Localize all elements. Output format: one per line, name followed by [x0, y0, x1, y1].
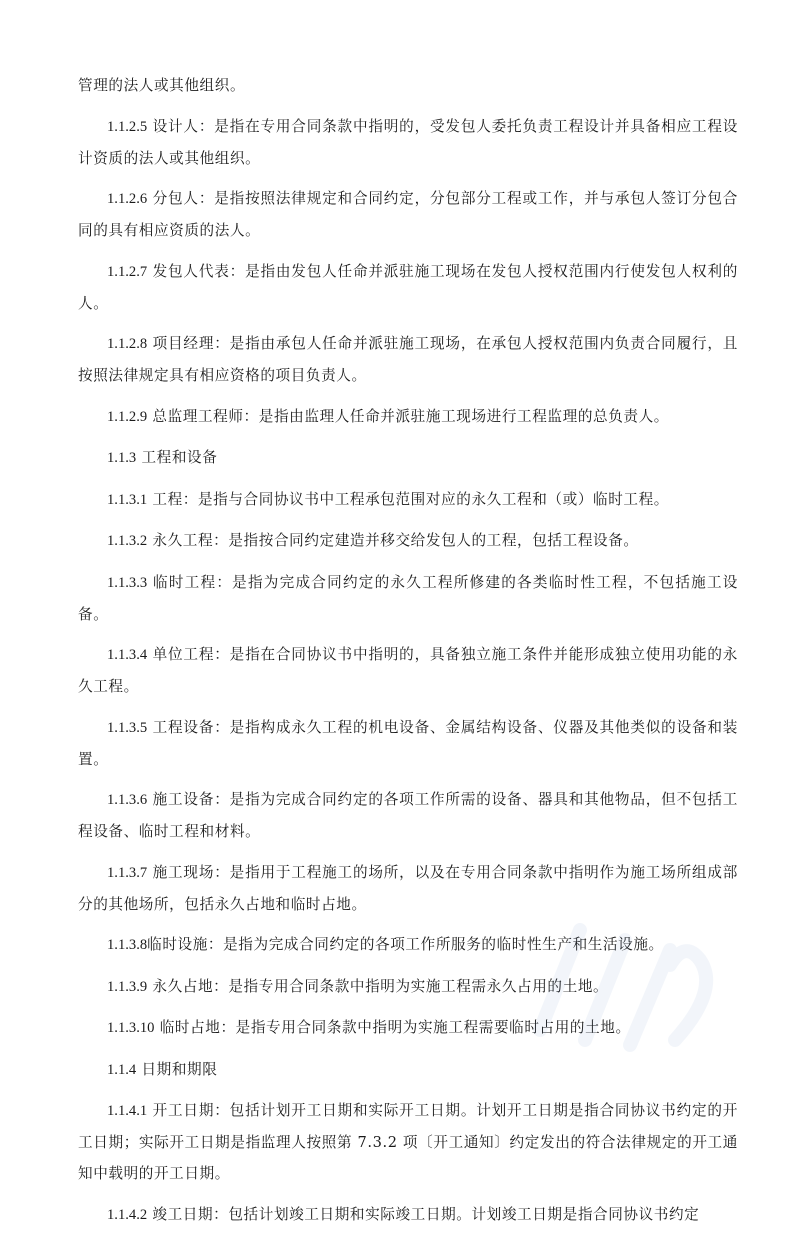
- clause-1-1-2-7: [78, 256, 738, 319]
- clause-text: 总监理工程师：是指由监理人任命并派驻施工现场进行工程监理的总负责人。: [152, 407, 669, 425]
- clause-number: 1.1.2.8: [107, 336, 148, 352]
- section-title: 日期和期限: [141, 1060, 218, 1078]
- clause-number: 1.1.3.1: [107, 491, 148, 508]
- clause-1-1-3-9: [78, 971, 738, 1003]
- clause-number: 1.1.3.3: [107, 574, 148, 591]
- clause-text: 单位工程：是指在合同协议书中指明的，具备独立施工条件并能形成独立使用功能的永久工程。: [78, 646, 738, 695]
- clause-number: 1.1.3.7: [107, 864, 148, 881]
- clause-text: 施工现场：是指用于工程施工的场所，以及在专用合同条款中指明作为施工场所组成部分的其他场所，包括永久占地和临时占地。: [78, 863, 738, 913]
- document-page: [78, 70, 738, 1240]
- clause-text: 临时设施：是指为完成合同约定的各项工作所服务的临时性生产和生活设施。: [147, 936, 664, 953]
- section-heading-1-1-4: [78, 1054, 738, 1086]
- clause-1-1-3-4: [78, 639, 738, 702]
- clause-text: 项目经理：是指由承包人任命并派驻施工现场，在承包人授权范围内负责合同履行，且按照法律规定具有相应资格的项目负责人。: [78, 335, 738, 384]
- paragraph-continuation: 管理的法人或其他组织。: [78, 77, 246, 94]
- clause-text: 竣工日期：包括计划竣工日期和实际竣工日期。计划竣工日期是指合同协议书约定: [152, 1205, 700, 1223]
- clause-text: 设计人：是指在专用合同条款中指明的，受发包人委托负责工程设计并具备相应工程设计资质的法人或其他组织。: [78, 117, 738, 167]
- clause-text: 永久占地：是指专用合同条款中指明为实施工程需永久占用的土地。: [152, 977, 609, 995]
- clause-1-1-4-1: [78, 1095, 738, 1189]
- clause-text: 临时占地：是指专用合同条款中指明为实施工程需要临时占用的土地。: [159, 1019, 631, 1036]
- clause-1-1-2-9: [78, 401, 738, 433]
- clause-number: 1.1.3.6: [107, 792, 148, 808]
- section-number: 1.1.3: [107, 450, 137, 466]
- clause-number: 1.1.4.2: [107, 1206, 148, 1223]
- clause-text: 分包人：是指按照法律规定和合同约定，分包部分工程或工作，并与承包人签订分包合同的具有相应资质的法人。: [78, 190, 738, 239]
- clause-number: 1.1.3.8: [107, 937, 148, 953]
- clause-number: 1.1.2.5: [107, 118, 148, 135]
- clause-1-1-3-6: [78, 784, 738, 847]
- clause-text: 施工设备：是指为完成合同约定的各项工作所需的设备、器具和其他物品，但不包括工程设备、临时工程和材料。: [78, 791, 738, 840]
- clause-number: 1.1.2.6: [107, 191, 148, 207]
- section-title: 工程和设备: [141, 449, 218, 466]
- clause-number: 1.1.2.9: [107, 408, 148, 425]
- clause-text: 开工日期：包括计划开工日期和实际开工日期。计划开工日期是指合同协议书约定的开工日期；实际开工日期是指监理人按照第 7.3.2 项〔开工通知〕约定发出的符合法律规定的开工通知中载明的开工日期。: [78, 1102, 738, 1182]
- clause-1-1-3-7: [78, 857, 738, 920]
- clause-1-1-3-1: [78, 484, 738, 516]
- clause-text: 发包人代表：是指由发包人任命并派驻施工现场在发包人授权范围内行使发包人权利的人。: [78, 262, 738, 312]
- clause-text: 工程：是指与合同协议书中工程承包范围对应的永久工程和（或）临时工程。: [152, 490, 669, 508]
- clause-number: 1.1.3.9: [107, 978, 148, 995]
- clause-1-1-2-8: [78, 328, 738, 391]
- clause-number: 1.1.3.5: [107, 719, 148, 736]
- clause-1-1-4-2: [78, 1199, 738, 1231]
- section-heading-1-1-3: [78, 442, 738, 474]
- clause-1-1-3-3: [78, 567, 738, 630]
- clause-number: 1.1.3.10: [107, 1020, 155, 1036]
- clause-text: 永久工程：是指按合同约定建造并移交给发包人的工程，包括工程设备。: [152, 532, 639, 549]
- clause-1-1-3-2: [78, 525, 738, 557]
- section-number: 1.1.4: [107, 1061, 137, 1078]
- clause-number: 1.1.2.7: [107, 263, 148, 280]
- clause-1-1-3-5: [78, 712, 738, 775]
- clause-1-1-3-8: [78, 929, 738, 961]
- clause-1-1-3-10: [78, 1012, 738, 1044]
- clause-number: 1.1.4.1: [107, 1103, 148, 1119]
- clause-1-1-2-5: [78, 111, 738, 174]
- clause-number: 1.1.3.2: [107, 533, 148, 549]
- clause-1-1-2-6: [78, 183, 738, 246]
- clause-text: 工程设备：是指构成永久工程的机电设备、金属结构设备、仪器及其他类似的设备和装置。: [78, 718, 738, 768]
- clause-number: 1.1.3.4: [107, 647, 148, 663]
- clause-text: 临时工程：是指为完成合同约定的永久工程所修建的各类临时性工程，不包括施工设备。: [78, 573, 738, 623]
